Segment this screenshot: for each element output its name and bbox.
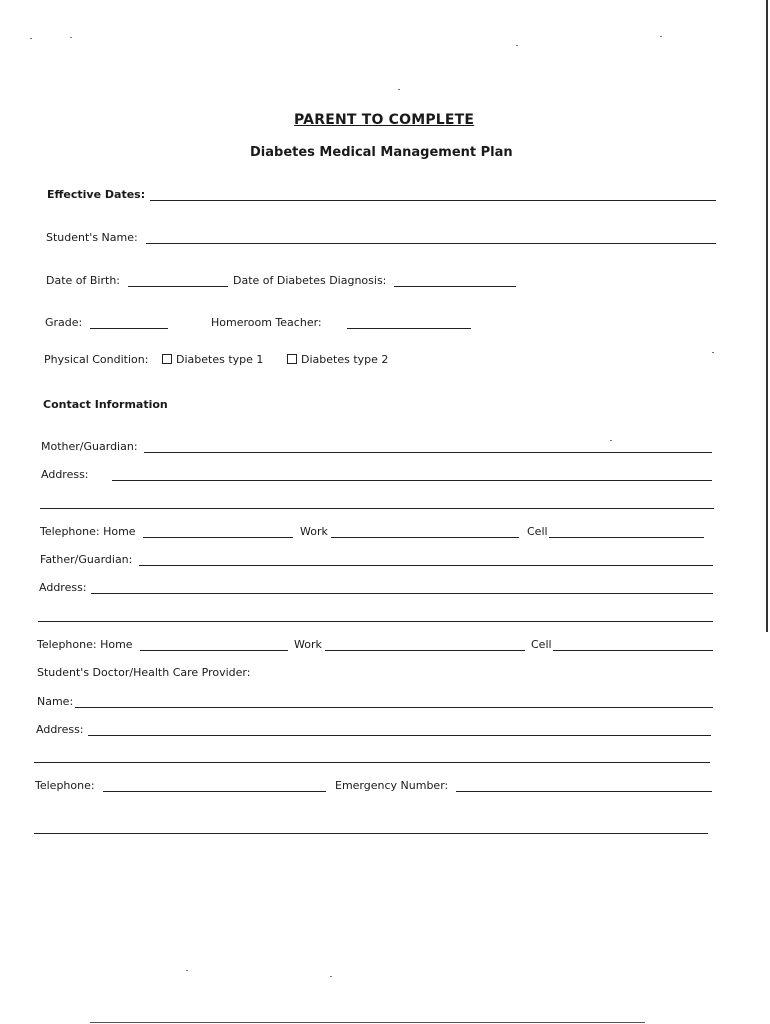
effective-dates-field[interactable]: [150, 200, 716, 201]
scan-speck: [186, 970, 188, 971]
father-guardian-label: Father/Guardian:: [40, 553, 133, 566]
grade-field[interactable]: [90, 328, 168, 329]
homeroom-teacher-label: Homeroom Teacher:: [211, 316, 322, 329]
scan-edge: [766, 0, 768, 632]
grade-label: Grade:: [45, 316, 83, 329]
diagnosis-date-field[interactable]: [394, 286, 516, 287]
scan-speck: [610, 440, 612, 441]
work2-field[interactable]: [325, 650, 525, 651]
telephone-home1-field[interactable]: [143, 537, 293, 538]
provider-address-label: Address:: [36, 723, 84, 736]
scan-speck: [516, 45, 518, 46]
address2-field[interactable]: [91, 593, 713, 594]
homeroom-teacher-field[interactable]: [347, 328, 471, 329]
telephone-home2-label: Telephone: Home: [37, 638, 133, 651]
student-name-field[interactable]: [146, 243, 716, 244]
bottom-rule: [90, 1022, 645, 1023]
provider-name-label: Name:: [37, 695, 74, 708]
mother-guardian-field[interactable]: [144, 452, 712, 453]
page-title: PARENT TO COMPLETE: [294, 112, 475, 128]
cell2-label: Cell: [531, 638, 552, 651]
page-subtitle: Diabetes Medical Management Plan: [250, 145, 513, 160]
provider-address-field[interactable]: [88, 735, 711, 736]
address1-field[interactable]: [112, 480, 712, 481]
emergency-number-field[interactable]: [456, 791, 712, 792]
emergency-number-label: Emergency Number:: [335, 779, 449, 792]
diabetes-type1-label: Diabetes type 1: [176, 353, 264, 366]
physical-condition-label: Physical Condition:: [44, 353, 149, 366]
scan-speck: [398, 89, 400, 90]
checkbox-type2[interactable]: [287, 354, 297, 364]
work1-field[interactable]: [331, 537, 519, 538]
extra-line-field[interactable]: [34, 833, 708, 834]
address1-label: Address:: [41, 468, 89, 481]
provider-heading: Student's Doctor/Health Care Provider:: [37, 666, 251, 679]
mother-guardian-label: Mother/Guardian:: [41, 440, 138, 453]
cell2-field[interactable]: [553, 650, 713, 651]
date-of-birth-field[interactable]: [128, 286, 228, 287]
checkbox-type1[interactable]: [162, 354, 172, 364]
diabetes-type2-option[interactable]: [287, 353, 388, 367]
date-of-birth-label: Date of Birth:: [46, 274, 121, 287]
telephone-home1-label: Telephone: Home: [40, 525, 136, 538]
work2-label: Work: [294, 638, 322, 651]
provider-address-line2-field[interactable]: [34, 762, 710, 763]
address2-label: Address:: [39, 581, 87, 594]
telephone-home2-field[interactable]: [140, 650, 288, 651]
address1-line2-field[interactable]: [40, 508, 714, 509]
effective-dates-label: Effective Dates:: [47, 188, 146, 201]
provider-telephone-field[interactable]: [103, 791, 326, 792]
cell1-field[interactable]: [549, 537, 704, 538]
diagnosis-date-label: Date of Diabetes Diagnosis:: [233, 274, 387, 287]
diabetes-type1-option[interactable]: [162, 353, 263, 367]
cell1-label: Cell: [527, 525, 548, 538]
provider-name-field[interactable]: [75, 707, 713, 708]
scan-speck: [330, 976, 332, 977]
scan-speck: [712, 352, 714, 353]
contact-heading: Contact Information: [43, 398, 168, 411]
scan-speck: [660, 36, 662, 37]
provider-telephone-label: Telephone:: [35, 779, 95, 792]
address2-line2-field[interactable]: [38, 621, 713, 622]
scan-speck: [30, 38, 32, 39]
father-guardian-field[interactable]: [139, 565, 713, 566]
scan-speck: [70, 37, 72, 38]
work1-label: Work: [300, 525, 328, 538]
student-name-label: Student's Name:: [46, 231, 138, 244]
diabetes-type2-label: Diabetes type 2: [301, 353, 389, 366]
